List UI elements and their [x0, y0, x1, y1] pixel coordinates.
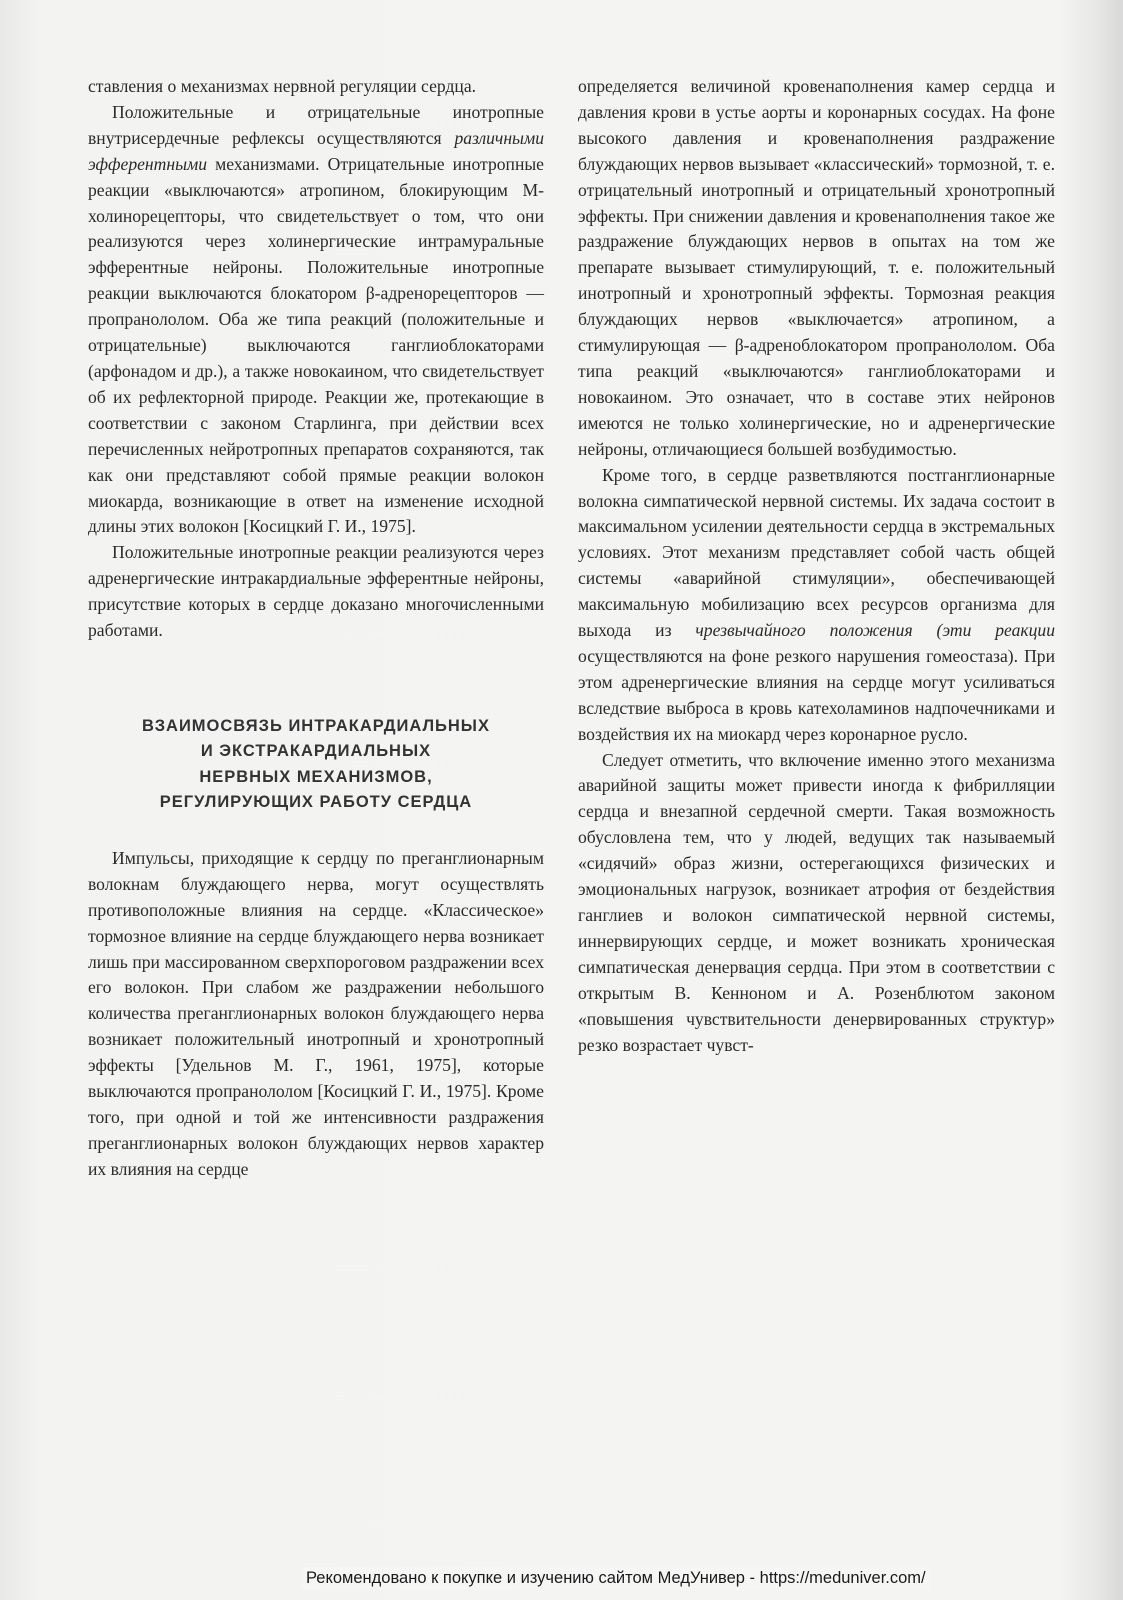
footer-recommendation: Рекомендовано к покупке и изучению сайтом МедУнивер - https://meduniver.com/ [302, 1567, 930, 1590]
italic-text: различными эфферентными [88, 127, 544, 174]
paragraph: Положительные инотропные реакции реализуются через адренергические интракардиальные эфферентные нейроны, присутствие которых в сердце доказано многочисленными работами. [88, 542, 544, 641]
section-heading [88, 714, 544, 816]
paragraph [578, 463, 1055, 748]
heading-line: РЕГУЛИРУЮЩИХ РАБОТУ СЕРДЦА [159, 793, 473, 812]
paragraph: Следует отметить, что включение именно этого механизма аварийной защиты может привести иногда к фибрилляции сердца и внезапной сердечной смерти. Такая возможность обусловлена тем, что у людей, ведущих так называемый «сидячий» образ жизни, остерегающихся физических и эмоциональных нагрузок, возникает атрофия от бездействия ганглиев и волокон симпатической нервной системы, иннервирующих сердце, и может возникать хроническая симпатическая денервация сердца. При этом в соответствии с открытым В. Кенноном и А. Розенблютом законом «повышения чувствительности денервированных структур» резко возрастает чувст- [578, 749, 1055, 1055]
paragraph-text: осуществляются на фоне резкого нарушения гомеостаза). При этом адренергические влияния на сердце могут усиливаться вследствие выброса в кровь катехоламинов надпочечниками и воздействия их на миокард через коронарное русло. [578, 645, 1055, 744]
paragraph-text: механизмами. Отрицательные инотропные реакции «выключаются» атропином, блокирующим М-холинорецепторы, что свидетельствует о том, что они реализуются через холинергические интрамуральные эфферентные нейроны. Положительные инотропные реакции выключаются блокатором β-адренорецепторов — пропранололом. Оба же типа реакций (положительные и отрицательные) выключаются ганглиоблокаторами (арфонадом и др.), а также новокаином, что свидетельствует об их рефлекторной природе. Реакции же, протекающие в соответствии с законом Старлинга, при действии всех перечисленных нейротропных препаратов сохраняются, так как они представляют собой прямые реакции волокон миокарда, возникающие в ответ на изменение исходной длины этих волокон [Косицкий Г. И., 1975]. [88, 153, 544, 537]
italic-text: чрезвычайного положения (эти реакции [695, 620, 1056, 641]
heading-line: НЕРВНЫХ МЕХАНИЗМОВ, [199, 767, 433, 786]
paragraph-text: Положительные и отрицательные инотропные внутрисердечные рефлексы осуществляются [88, 101, 544, 148]
paragraph: ставления о механизмах нервной регуляции сердца. [88, 76, 477, 96]
heading-line: И ЭКСТРАКАРДИАЛЬНЫХ [200, 742, 432, 761]
right-text-column [578, 74, 1055, 1058]
paragraph: определяется величиной кровенаполнения камер сердца и давления крови в устье аорты и коронарных сосудах. На фоне высокого давления и кровенаполнения раздражение блуждающих нервов вызывает «классический» тормозной, т. е. отрицательный инотропный и отрицательный хронотропный эффекты. При снижении давления и кровенаполнения такое же раздражение блуждающих нервов в опытах на том же препарате вызывает стимулирующий, т. е. положительный инотропный и хронотропный эффекты. Тормозная реакция блуждающих нервов «выключается» атропином, а стимулирующая — β-адреноблокатором пропранололом. Оба типа реакций «выключаются» ганглиоблокаторами и новокаином. Это означает, что в составе этих нейронов имеются не только холинергические, но и адренергические нейроны, отличающиеся большей возбудимостью. [578, 76, 1055, 459]
paragraph: Импульсы, приходящие к сердцу по преганглионарным волокнам блуждающего нерва, могут осуществлять противоположные влияния на сердце. «Классическое» тормозное влияние на сердце блуждающего нерва возникает лишь при массированном сверхпороговом раздражении всех его волокон. При слабом же раздражении небольшого количества преганглионарных волокон блуждающего нерва возникает положительный инотропный и хронотропный эффекты [Удельнов М. Г., 1961, 1975], которые выключаются пропранололом [Косицкий Г. И., 1975]. Кроме того, при одной и той же интенсивности раздражения преганглионарных волокон блуждающих нервов характер их влияния на сердце [88, 847, 544, 1179]
heading-line: ВЗАИМОСВЯЗЬ ИНТРАКАРДИАЛЬНЫХ [142, 716, 490, 735]
left-text-column [88, 74, 544, 1183]
paragraph-text: Кроме того, в сердце разветвляются постганглионарные волокна симпатической нервной системы. Их задача состоит в максимальном усилении деятельности сердца в экстремальных условиях. Этот механизм представляет собой часть общей системы «аварийной стимуляции», обеспечивающей максимальную мобилизацию всех ресурсов организма для выхода из [578, 464, 1055, 641]
paragraph [88, 100, 544, 540]
